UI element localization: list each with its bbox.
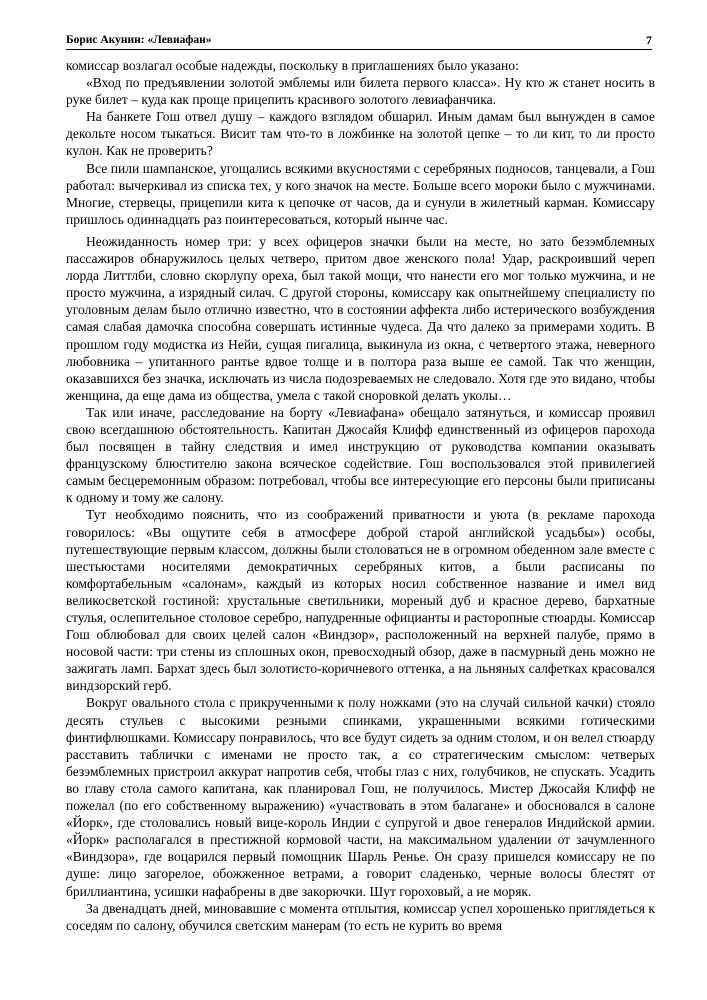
body-text xyxy=(66,57,655,934)
paragraph: «Вход по предъявлении золотой эмблемы или билета первого класса». Ну кто ж станет носить в руке билет – куда как проще прицепить красивого золотого левиафанчика. xyxy=(66,75,655,108)
paragraph: Так или иначе, расследование на борту «Левиафана» обещало затянуться, и комиссар проявил свою всегдашнюю обстоятельность. Капитан Джосайя Клифф единственный из офицеров парохода был посвящен в тайну следствия и имел инструкцию от руководства компании оказывать французскому блюстителю закона всяческое содействие. Гош воспользовался этой привилегией самым бесцеремонным образом: потребовал, чтобы все интересующие его персоны были приписаны к одному и тому же салону. xyxy=(66,404,655,506)
paragraph: комиссар возлагал особые надежды, поскольку в приглашениях было указано: xyxy=(66,58,519,73)
paragraph: На банкете Гош отвел душу – каждого взглядом обшарил. Иным дамам был вынужден в самое декольте носом тыкаться. Висит там что-то в ложбинке на золотой цепке – то ли кит, то ли просто кулон. Как не проверить? xyxy=(66,109,655,159)
paragraph: Неожиданность номер три: у всех офицеров значки были на месте, но зато безэмблемных пассажиров обнаружилось целых четверо, притом двое женского пола! Удар, раскроивший череп лорда Литтлби, словно скорлупу ореха, был такой мощи, что нанести его мог только мужчина, и не просто мужчина, а изрядный силач. С другой стороны, комиссару как опытнейшему специалисту по уголовным делам было отлично известно, что в состоянии аффекта либо истерического возбуждения самая слабая дамочка способна совершать истинные чудеса. Да что далеко за примерами ходить. В прошлом году модистка из Нейи, сущая пигалица, выкинула из окна, с четвертого этажа, неверного любовника – упитанного рантье вдвое толще и в полтора раза выше ее самой. Так что женщин, оказавшихся без значка, исключать из числа подозреваемых не следовало. Хотя где это видано, чтобы женщина, да еще дама из общества, умела с такой сноровкой делать уколы… xyxy=(66,233,655,403)
paragraph: Все пили шампанское, угощались всякими вкусностями с серебряных подносов, танцевали, а Гош работал: вычеркивал из списка тех, у кого значок на месте. Больше всего мороки было с мужчинами. Многие, стервецы, прицепили кита к цепочке от часов, да и сунули в жилетный карман. Комиссару пришлось одиннадцать раз поинтересоваться, который нынче час. xyxy=(66,160,655,227)
paragraph: Тут необходимо пояснить, что из соображений приватности и уюта (в рекламе парохода говорилось: «Вы ощутите себя в атмосфере доброй старой английской усадьбы») особы, путешествующие первым классом, должны были столоваться не в огромном обеденном зале вместе с шестьюстами носителями демократичных серебряных китов, а были расписаны по комфортабельным «салонам», каждый из которых носил собственное название и имел вид великосветской гостиной: хрустальные светильники, мореный дуб и красное дерево, бархатные стулья, ослепительное столовое серебро, напудренные официанты и расторопные стюарды. Комиссар Гош облюбовал для своих целей салон «Виндзор», расположенный на верхней палубе, прямо в носовой части: три стены из сплошных окон, превосходный обзор, даже в пасмурный день можно не зажигать ламп. Бархат здесь был золотисто-коричневого оттенка, а на льняных салфетках красовался виндзорский герб. xyxy=(66,507,655,694)
running-title: Борис Акунин: «Левиафан» xyxy=(66,34,212,46)
page-number: 7 xyxy=(646,33,652,47)
page-header xyxy=(66,33,652,50)
paragraph: Вокруг овального стола с прикрученными к полу ножками (это на случай сильной качки) стояло десять стульев с высокими резными спинками, украшенными всякими готическими финтифлюшками. Комиссару понравилось, что все будут сидеть за одним столом, и он велел стюарду расставить таблички с именами не просто так, а со стратегическим смыслом: четверых безэмблемных пристроил аккурат напротив себя, чтобы глаз с них, голубчиков, не спускать. Усадить во главу стола самого капитана, как планировал Гош, не получилось. Мистер Джосайя Клифф не пожелал (по его собственному выражению) «участвовать в этом балагане» и обосновался в салоне «Йорк», где столовались новый вице-король Индии с супругой и двое генералов Индийской армии. «Йорк» располагался в престижной кормовой части, на максимальном удалении от зачумленного «Виндзора», где воцарился первый помощник Шарль Ренье. Он сразу пришелся комиссару не по душе: лицо загорелое, обожженное ветрами, а говорит сладенько, черные волосы блестят от бриллиантина, усишки нафабрены в две закорючки. Шут гороховый, а не моряк. xyxy=(66,695,655,899)
paragraph: За двенадцать дней, миновавшие с момента отплытия, комиссар успел хорошенько приглядеться к соседям по салону, обучился светским манерам (то есть не курить во время xyxy=(66,900,655,933)
